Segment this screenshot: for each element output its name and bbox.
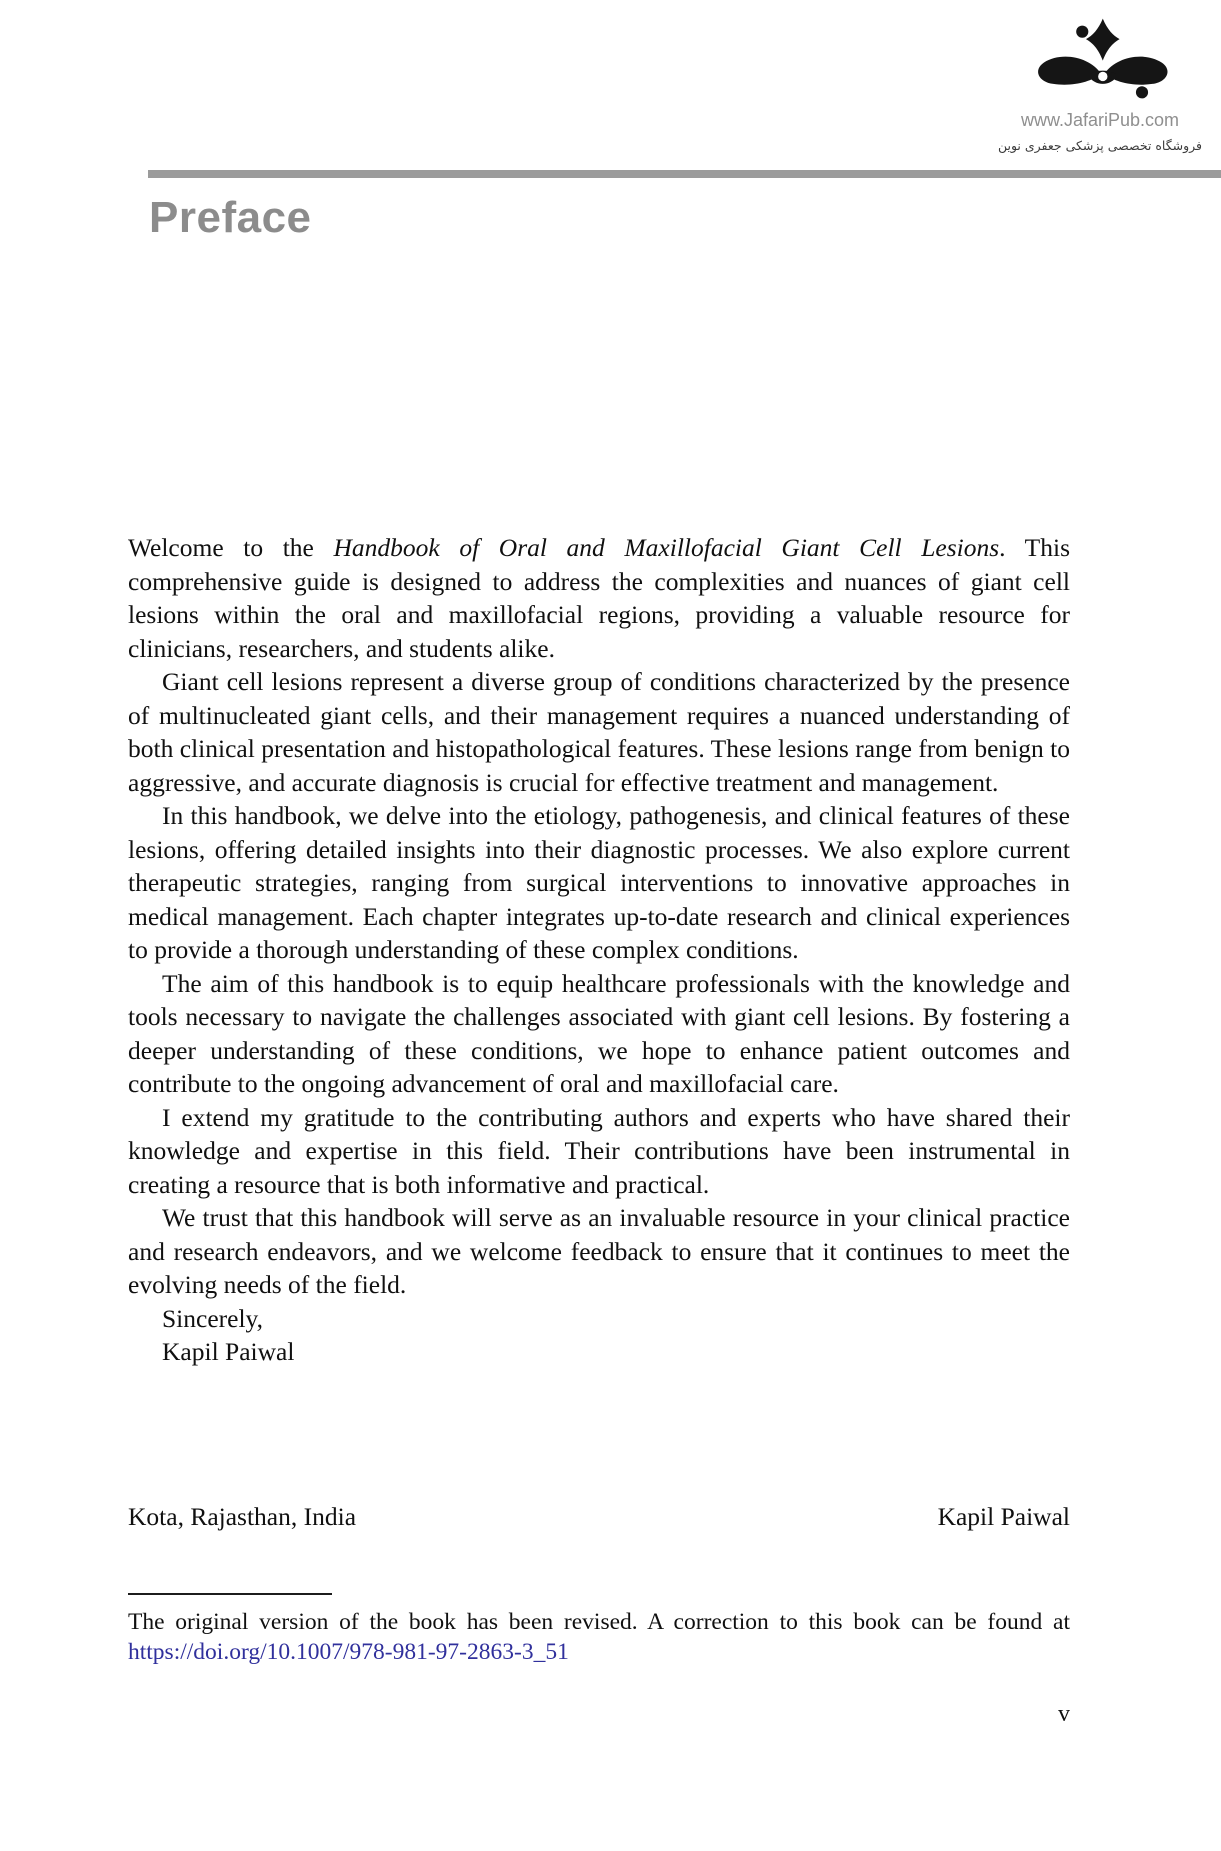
closing-place: Kota, Rajasthan, India: [128, 1502, 357, 1531]
header-rule: [148, 170, 1221, 178]
preface-paragraph: [128, 1302, 1070, 1336]
paragraph-segment: The aim of this handbook is to equip healthcare professionals with the knowledge and tools necessary to navigate the challenges associated with giant cell lesions. By fostering a deeper understanding of these conditions, we hope to enhance patient outcomes and contribute to the ongoing advancement of oral and maxillofacial care.: [128, 968, 1070, 1098]
paragraph-segment: Welcome to the: [128, 533, 334, 562]
page-number: v: [1058, 1701, 1070, 1727]
paragraph-segment: Giant cell lesions represent a diverse group of conditions characterized by the presence of multinucleated giant cells, and their management requires a nuanced understanding of both clinical presentation and histopathological features. These lesions range from benign to aggressive, and accurate diagnosis is crucial for effective treatment and management.: [128, 667, 1070, 797]
preface-paragraph: [128, 1101, 1070, 1202]
preface-paragraph: [128, 967, 1070, 1101]
paragraph-segment: Kapil Paiwal: [162, 1337, 295, 1366]
closing-row: [128, 1500, 1070, 1534]
logo-site-url: www.JafariPub.com: [1020, 110, 1180, 130]
paragraph-segment: Handbook of Oral and Maxillofacial Giant Cell Lesions: [333, 533, 1000, 562]
publisher-logo-block: [998, 16, 1202, 153]
preface-body: [128, 531, 1070, 1369]
footnote: [128, 1593, 1070, 1667]
paragraph-segment: Sincerely,: [162, 1303, 264, 1333]
paragraph-segment: We trust that this handbook will serve as an invaluable resource in your clinical practice and research endeavors, and we welcome feedback to ensure that it continues to meet the evolving needs of the field.: [128, 1203, 1070, 1299]
preface-paragraph: [128, 1201, 1070, 1302]
footnote-text: The original version of the book has been revised. A correction to this book can be found at: [128, 1609, 1070, 1635]
preface-paragraph: [128, 1335, 1070, 1369]
preface-paragraph: [128, 665, 1070, 799]
paragraph-segment: . This comprehensive guide is designed to address the complexities and nuances of giant cell lesions within the oral and maxillofacial regions, providing a valuable resource for clinicians, researchers, and students alike.: [128, 533, 1071, 663]
footnote-rule: [128, 1593, 332, 1595]
preface-paragraph: [128, 531, 1070, 665]
doi-link[interactable]: https://doi.org/10.1007/978-981-97-2863-3_51: [128, 1638, 569, 1665]
logo-tagline: فروشگاه تخصصی پزشکی جعفری نوین: [997, 138, 1202, 153]
preface-paragraph: [128, 799, 1070, 967]
paragraph-segment: I extend my gratitude to the contributing authors and experts who have shared their knowledge and expertise in this field. Their contributions have been instrumental in creating a resource that is both informative and practical.: [128, 1102, 1070, 1199]
closing-author: Kapil Paiwal: [937, 1502, 1070, 1531]
jafaripub-logo-icon: [998, 16, 1202, 108]
page-title: Preface: [149, 193, 312, 242]
paragraph-segment: In this handbook, we delve into the etiology, pathogenesis, and clinical features of these lesions, offering detailed insights into their diagnostic processes. We also explore current therapeutic strategies, ranging from surgical interventions to innovative approaches in medical management. Each chapter integrates up-to-date research and clinical experiences to provide a thorough understanding of these complex conditions.: [128, 801, 1070, 964]
